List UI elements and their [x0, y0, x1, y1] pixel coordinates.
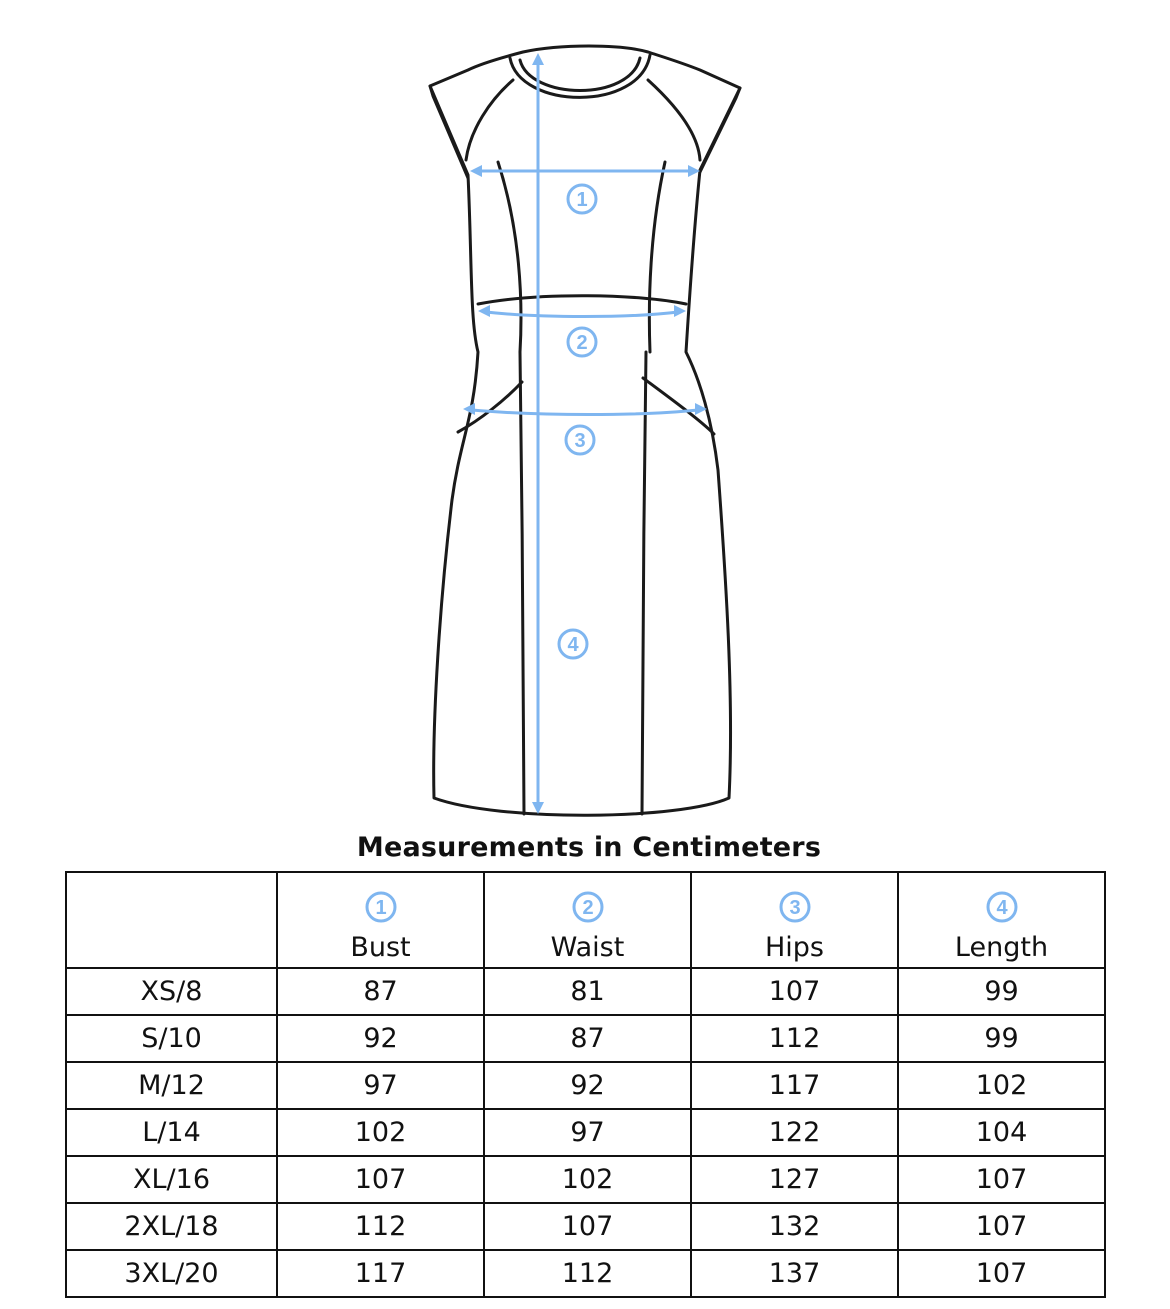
table-row	[66, 968, 1105, 1015]
header-empty-cell	[66, 872, 277, 968]
badge-2-icon	[571, 890, 605, 924]
waist-cell: 87	[484, 1015, 691, 1062]
badge-4-icon	[985, 890, 1019, 924]
svg-text:1: 1	[374, 897, 387, 919]
svg-text:3: 3	[574, 430, 586, 452]
bust-arrow-left	[470, 165, 482, 177]
table-row	[66, 1015, 1105, 1062]
waist-cell: 102	[484, 1156, 691, 1203]
size-cell: S/10	[66, 1015, 277, 1062]
svg-text:2: 2	[581, 897, 594, 919]
header-bust	[277, 872, 484, 968]
hips-measure-line	[472, 410, 698, 415]
bust-cell: 102	[277, 1109, 484, 1156]
hips-cell: 122	[691, 1109, 898, 1156]
svg-text:4: 4	[567, 634, 579, 656]
waist-cell: 107	[484, 1203, 691, 1250]
table-row	[66, 1203, 1105, 1250]
bust-cell: 107	[277, 1156, 484, 1203]
hips-cell: 127	[691, 1156, 898, 1203]
marker-1	[568, 185, 596, 213]
svg-text:2: 2	[576, 332, 588, 354]
size-cell: M/12	[66, 1062, 277, 1109]
length-cell: 99	[898, 1015, 1105, 1062]
header-waist	[484, 872, 691, 968]
length-cell: 107	[898, 1203, 1105, 1250]
marker-3	[566, 426, 594, 454]
table-row	[66, 1156, 1105, 1203]
hips-cell: 107	[691, 968, 898, 1015]
bust-cell: 87	[277, 968, 484, 1015]
bust-cell: 117	[277, 1250, 484, 1297]
header-length	[898, 872, 1105, 968]
length-cell: 104	[898, 1109, 1105, 1156]
table-row	[66, 1250, 1105, 1297]
waist-cell: 92	[484, 1062, 691, 1109]
length-cell: 102	[898, 1062, 1105, 1109]
size-cell: 2XL/18	[66, 1203, 277, 1250]
waist-cell: 112	[484, 1250, 691, 1297]
hips-cell: 132	[691, 1203, 898, 1250]
hips-cell: 137	[691, 1250, 898, 1297]
size-cell: 3XL/20	[66, 1250, 277, 1297]
size-chart-table	[65, 871, 1106, 1298]
size-cell: XS/8	[66, 968, 277, 1015]
table-row	[66, 1109, 1105, 1156]
header-label: Hips	[764, 932, 824, 963]
hips-cell: 117	[691, 1062, 898, 1109]
length-cell: 99	[898, 968, 1105, 1015]
length-cell: 107	[898, 1156, 1105, 1203]
waist-arrow-left	[478, 305, 490, 317]
hips-cell: 112	[691, 1015, 898, 1062]
marker-4	[559, 630, 587, 658]
header-label: Bust	[350, 932, 411, 963]
svg-text:3: 3	[788, 897, 801, 919]
table-title: Measurements in Centimeters	[356, 832, 822, 863]
size-cell: XL/16	[66, 1156, 277, 1203]
bust-cell: 112	[277, 1203, 484, 1250]
length-arrow-bottom	[532, 802, 544, 814]
length-arrow-top	[532, 53, 544, 65]
marker-2	[568, 328, 596, 356]
size-cell: L/14	[66, 1109, 277, 1156]
bust-cell: 92	[277, 1015, 484, 1062]
table-header-row	[66, 872, 1105, 968]
waist-cell: 97	[484, 1109, 691, 1156]
header-label: Length	[954, 932, 1049, 963]
measurement-markers	[559, 185, 596, 658]
table-row	[66, 1062, 1105, 1109]
header-hips	[691, 872, 898, 968]
waist-arrow-right	[674, 305, 686, 317]
badge-3-icon	[778, 890, 812, 924]
svg-text:1: 1	[576, 189, 588, 211]
waist-cell: 81	[484, 968, 691, 1015]
bust-cell: 97	[277, 1062, 484, 1109]
svg-text:4: 4	[995, 897, 1008, 919]
length-cell: 107	[898, 1250, 1105, 1297]
badge-1-icon	[364, 890, 398, 924]
header-label: Waist	[550, 932, 625, 963]
